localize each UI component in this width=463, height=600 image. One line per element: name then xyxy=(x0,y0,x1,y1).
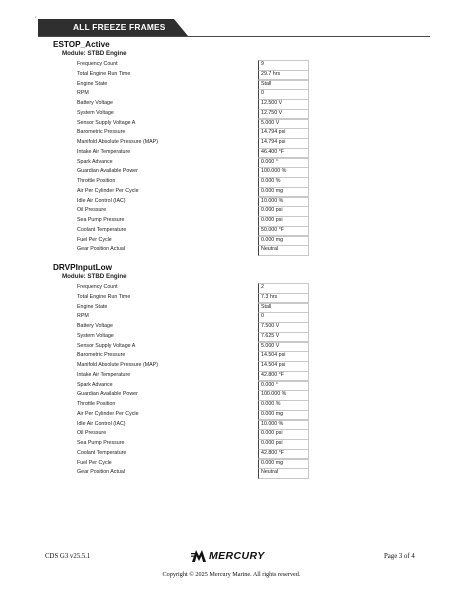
parameter-value: Stall xyxy=(261,80,272,87)
parameter-value: 5.000 V xyxy=(261,342,280,349)
parameter-label: Guardian Available Power xyxy=(77,168,138,175)
parameter-label: Oil Pressure xyxy=(77,207,107,214)
parameter-label: Barometric Pressure xyxy=(77,129,126,136)
parameter-label: Engine State xyxy=(77,80,108,87)
parameter-value: 0.000 mg xyxy=(261,236,284,243)
parameter-row xyxy=(0,450,463,460)
parameter-label: Oil Pressure xyxy=(77,430,107,437)
parameter-value: 0.000 psi xyxy=(261,217,283,223)
parameter-row xyxy=(0,246,463,256)
parameter-label: Total Engine Run Time xyxy=(77,293,131,300)
parameter-label: Battery Voltage xyxy=(77,100,113,106)
parameter-value: 0.000 ° xyxy=(261,158,278,165)
parameter-row xyxy=(0,440,463,450)
parameter-value: 100.000 % xyxy=(261,391,287,398)
parameter-label: Manifold Absolute Pressure (MAP) xyxy=(77,139,158,145)
parameter-row xyxy=(0,411,463,421)
parameter-label: System Voltage xyxy=(77,109,114,116)
corner-mark: ' xyxy=(35,17,37,23)
parameter-row xyxy=(0,343,463,353)
parameter-value: Neutral xyxy=(261,469,279,476)
parameter-value: 14.794 psi xyxy=(261,139,286,145)
parameter-row xyxy=(0,313,463,323)
parameter-label: System Voltage xyxy=(77,332,114,339)
parameter-value: 29.7 hrs xyxy=(261,70,281,77)
parameter-label: Manifold Absolute Pressure (MAP) xyxy=(77,362,158,368)
brand-name: MERCURY xyxy=(209,550,265,562)
parameter-label: Idle Air Control (IAC) xyxy=(77,420,126,427)
parameter-value: 0.000 psi xyxy=(261,430,283,437)
parameter-row xyxy=(0,333,463,343)
event-title: ESTOP_Active xyxy=(53,40,110,49)
parameter-label: Total Engine Run Time xyxy=(77,70,131,77)
parameter-row xyxy=(0,100,463,110)
parameter-row xyxy=(0,61,463,71)
parameter-value: 12.750 V xyxy=(261,109,283,116)
parameter-row xyxy=(0,227,463,237)
mercury-logo xyxy=(191,549,277,563)
parameter-label: Fuel Per Cycle xyxy=(77,459,112,466)
software-version: CDS G3 v25.5.1 xyxy=(45,553,91,560)
parameter-label: Engine State xyxy=(77,303,108,310)
copyright-notice: Copyright © 2025 Mercury Marine. All rights reserved. xyxy=(162,571,301,578)
parameter-label: Spark Advance xyxy=(77,158,113,165)
parameter-label: Throttle Position xyxy=(77,178,116,184)
parameter-label: Frequency Count xyxy=(77,61,118,67)
parameter-row xyxy=(0,178,463,188)
parameter-row xyxy=(0,71,463,81)
parameter-value: 42.800 °F xyxy=(261,449,285,456)
parameter-value: 7.625 V xyxy=(261,332,280,339)
parameter-label: Battery Voltage xyxy=(77,323,113,329)
parameter-label: Sea Pump Pressure xyxy=(77,440,125,446)
parameter-row xyxy=(0,421,463,431)
parameter-value: Stall xyxy=(261,303,272,310)
header-divider xyxy=(38,36,430,37)
parameter-value: 5.000 V xyxy=(261,119,280,126)
parameter-value: 0.000 mg xyxy=(261,459,284,466)
parameter-row xyxy=(0,469,463,479)
parameter-row xyxy=(0,294,463,304)
parameter-label: Frequency Count xyxy=(77,284,118,290)
parameter-value: 50.000 °F xyxy=(261,226,285,233)
parameter-value: 10.000 % xyxy=(261,420,284,427)
parameter-label: Spark Advance xyxy=(77,381,113,388)
parameter-row xyxy=(0,352,463,362)
parameter-value: 0.000 mg xyxy=(261,187,284,194)
parameter-label: Gear Position Actual xyxy=(77,246,125,253)
parameter-value: 0.000 % xyxy=(261,401,281,407)
mercury-logo-icon xyxy=(191,549,207,563)
parameter-value: 7.3 hrs xyxy=(261,293,278,300)
parameter-row xyxy=(0,207,463,217)
parameter-value: 10.000 % xyxy=(261,197,284,204)
parameter-label: Intake Air Temperature xyxy=(77,371,131,378)
parameter-label: Sea Pump Pressure xyxy=(77,217,125,223)
parameter-value: 2 xyxy=(261,284,264,290)
parameter-row xyxy=(0,323,463,333)
parameter-row xyxy=(0,460,463,470)
parameter-label: Barometric Pressure xyxy=(77,352,126,359)
parameter-row xyxy=(0,362,463,372)
parameter-row xyxy=(0,139,463,149)
parameter-label: Fuel Per Cycle xyxy=(77,236,112,243)
parameter-row xyxy=(0,168,463,178)
parameter-label: Intake Air Temperature xyxy=(77,148,131,155)
parameter-value: 46.400 °F xyxy=(261,148,285,155)
parameter-row xyxy=(0,188,463,198)
parameter-row xyxy=(0,372,463,382)
parameter-label: Sensor Supply Voltage A xyxy=(77,342,136,349)
parameter-value: 42.800 °F xyxy=(261,371,285,378)
parameter-label: Guardian Available Power xyxy=(77,391,138,398)
parameter-row xyxy=(0,391,463,401)
parameter-value: 9 xyxy=(261,61,264,67)
parameter-row xyxy=(0,284,463,294)
parameter-value: Neutral xyxy=(261,246,279,253)
parameter-label: Coolant Temperature xyxy=(77,226,127,233)
parameter-label: RPM xyxy=(77,313,89,320)
parameter-value: 12.500 V xyxy=(261,100,283,106)
parameter-row xyxy=(0,237,463,247)
parameter-row xyxy=(0,159,463,169)
parameter-row xyxy=(0,110,463,120)
parameter-value: 0.000 psi xyxy=(261,207,283,214)
parameter-row xyxy=(0,129,463,139)
parameter-row xyxy=(0,401,463,411)
parameter-row xyxy=(0,217,463,227)
parameter-value: 0 xyxy=(261,90,264,97)
page-number: Page 3 of 4 xyxy=(384,553,415,560)
parameter-value: 0 xyxy=(261,313,264,320)
module-title: Module: STBD Engine xyxy=(62,50,127,57)
parameter-label: Air Per Cylinder Per Cycle xyxy=(77,187,139,194)
parameter-value: 7.500 V xyxy=(261,323,280,329)
event-title: DRVPInputLow xyxy=(53,263,112,272)
module-title: Module: STBD Engine xyxy=(62,273,127,280)
parameter-label: Gear Position Actual xyxy=(77,469,125,476)
parameter-row xyxy=(0,382,463,392)
parameter-row xyxy=(0,120,463,130)
parameter-value: 14.504 psi xyxy=(261,352,286,359)
parameter-value: 0.000 % xyxy=(261,178,281,184)
parameter-value: 14.794 psi xyxy=(261,129,286,136)
parameter-label: Idle Air Control (IAC) xyxy=(77,197,126,204)
parameter-label: Sensor Supply Voltage A xyxy=(77,119,136,126)
parameter-row xyxy=(0,304,463,314)
parameter-label: Coolant Temperature xyxy=(77,449,127,456)
parameter-row xyxy=(0,90,463,100)
parameter-value: 14.504 psi xyxy=(261,362,286,368)
parameter-value: 0.000 mg xyxy=(261,410,284,417)
parameter-label: Throttle Position xyxy=(77,401,116,407)
parameter-label: RPM xyxy=(77,90,89,97)
parameter-row xyxy=(0,81,463,91)
parameter-label: Air Per Cylinder Per Cycle xyxy=(77,410,139,417)
parameter-row xyxy=(0,430,463,440)
parameter-row xyxy=(0,198,463,208)
parameter-value: 100.000 % xyxy=(261,168,287,175)
parameter-value: 0.000 psi xyxy=(261,440,283,446)
page-title: ALL FREEZE FRAMES xyxy=(73,22,166,32)
parameter-value: 0.000 ° xyxy=(261,381,278,388)
parameter-row xyxy=(0,149,463,159)
